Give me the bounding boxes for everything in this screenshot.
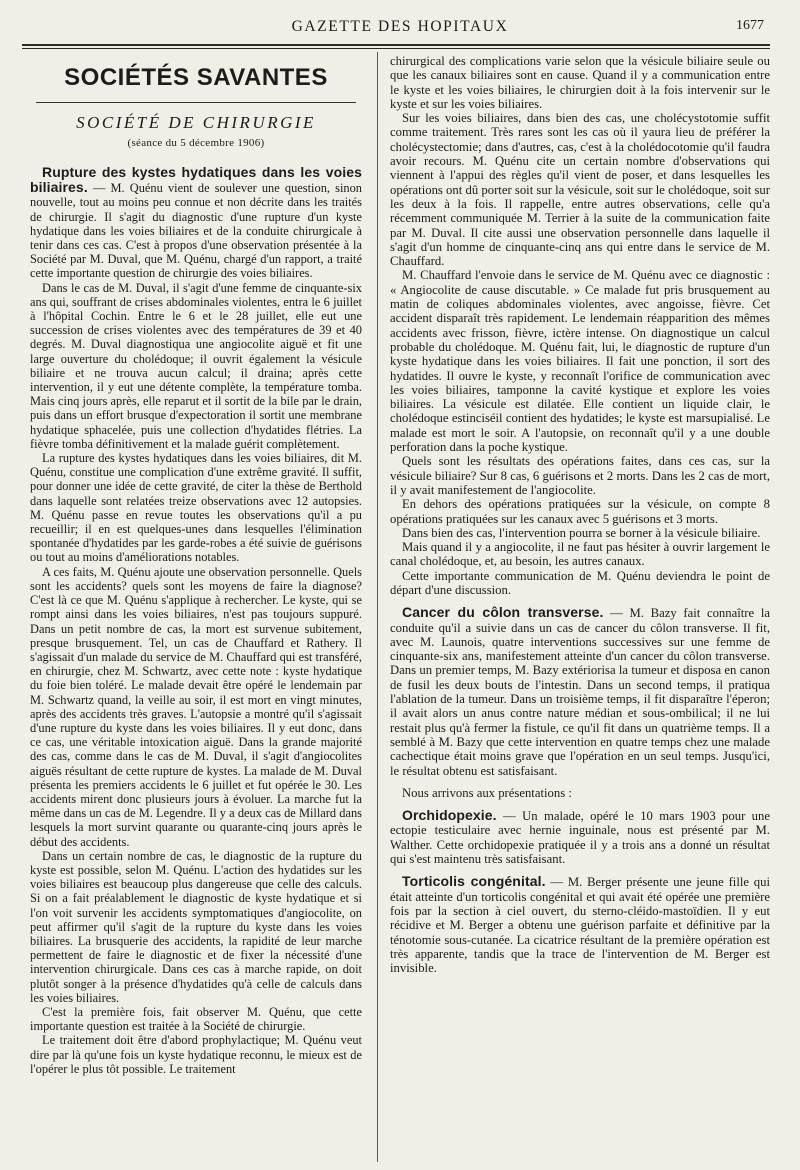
section-rule (36, 102, 356, 103)
paragraph-text: Cette importante communication de M. Quénu deviendra le point de départ d'une discussion. (390, 568, 770, 597)
paragraph (390, 786, 770, 800)
header-rule (22, 44, 770, 46)
paragraph-text: C'est la première fois, fait observer M. Quénu, que cette importante question est traitée à la Société de chirurgie. (30, 1004, 362, 1034)
running-title: GAZETTE DES HOPITAUX (291, 18, 509, 35)
header-rule-thin (22, 48, 770, 49)
paragraph-text: Mais quand il y a angiocolite, il ne faut pas hésiter à ouvrir largement le canal cholédoque, et, au besoin, les autres canaux. (390, 540, 770, 569)
paragraph-gap (390, 778, 770, 786)
paragraph-text: — Un malade, opéré le 10 mars 1903 pour une ectopie testiculaire avec hernie inguinale, nous est présenté par M. Walther. Cette orchidopexie pratiquée il y a trois ans a donné un résultat qui s'est maintenu très satisfaisant. (390, 809, 770, 867)
paragraph (30, 849, 362, 1005)
article-title: Rupture des kystes hydatiques dans les voies biliaires. (30, 164, 362, 196)
paragraph-text: M. Chauffard l'envoie dans le service de M. Quénu avec ce diagnostic : « Angiocolite de cause discutable. » Ce malade fut pris brusquement au matin de coliques abdominales violentes, avec angoisse, fièvre. Cet accident disparaît très rapidement. Le lendemain réapparition des mêmes accidents avec frisson, fièvre, ictère intense. On diagnostique un calcul probable du cholédoque. M. Quénu fait, lui, le diagnostic de rupture d'un kyste hydatique dans les voies biliaires. Il fait une ponction, il sort des hydatides. Il ouvre le kyste, y reconnaît l'orifice de communication avec les voies biliaires, tamponne la cavité kystique et explore les voies biliaires. La vésicule est dilatée. Elle contient un liquide clair, le cholédoque estinciséil contient des hydatides; le kyste est marsupialisé. Le malade est mort le soir. A l'autopsie, on reconnaît qu'il y a une double perforation dans la poche kystique. (390, 268, 770, 455)
page-number: 1677 (736, 18, 764, 33)
article-title: Torticolis congénital. (402, 873, 546, 890)
paragraph (30, 451, 362, 565)
paragraph (390, 874, 770, 975)
right-column-body (390, 54, 770, 975)
paragraph-text: En dehors des opérations pratiquées sur la vésicule, on compte 8 opérations pratiquées sur les canaux avec 5 guérisons et 3 morts. (390, 497, 770, 526)
session-date: (séance du 5 décembre 1906) (127, 137, 265, 149)
paragraph (390, 268, 770, 454)
society-title: SOCIÉTÉ DE CHIRURGIE (76, 113, 316, 132)
paragraph (390, 497, 770, 526)
paragraph-text: Dans bien des cas, l'intervention pourra se borner à la vésicule biliaire. (402, 525, 761, 540)
section-title: SOCIÉTÉS SAVANTES (64, 64, 328, 91)
left-column (30, 60, 362, 1076)
paragraph-text: — M. Bazy fait connaître la conduite qu'il a suivie dans un cas de cancer du côlon transverse. Il fit, avec M. Launois, quatre interventions successives sur une femme de cinquante-six ans, manifestement atteinte d'un cancer du côlon transverse. Dans un premier temps, M. Bazy extériorisa la tumeur et disposa en canon de fusil les deux bouts de l'intestin. Dans un second temps, il pratiqua l'ablation de la tumeur. Dans un troisième temps, il fit disparaître l'éperon; il avait alors un anus contre nature médian et sous-ombilical; il ne lui restait plus qu'à fermer la fistule, ce qu'il fit dans un quatrième temps. Il a semblé à M. Bazy que cette intervention en quatre temps chez une malade cachectique était moins grave que l'opération en un seul temps. Jusqu'ici, le résultat obtenu est satisfaisant. (390, 606, 770, 778)
article-title: Orchidopexie. (402, 807, 497, 824)
paragraph (30, 165, 362, 281)
paragraph-text: — M. Quénu vient de soulever une question, sinon nouvelle, tout au moins peu connue et non décrite dans les traités de chirurgie. Il s'agit du diagnostic d'une rupture d'un kyste hydatique dans les voies biliaires et de la conduite chirurgicale à tenir dans ces cas. C'est à propos d'une observation présentée à la Société par M. Duval, que M. Quénu, chargé d'un rapport, a traité cette importante question de chirurgie des voies biliaires. (30, 181, 362, 281)
paragraph-text: Nous arrivons aux présentations : (402, 785, 572, 800)
paragraph (390, 569, 770, 598)
paragraph-text: La rupture des kystes hydatiques dans les voies biliaires, dit M. Quénu, constitue une complication d'une extrême gravité. Il suffit, pour donner une idée de cette gravité, de citer la thèse de Berthold dans laquelle sont relatées treize observations avec 12 autopsies. M. Quénu passe en revue toutes les observations qu'il a pu recueillir; il en est quelques-unes dans lesquelles l'élimination spontanée d'hydatides par les garde-robes a été suivie de guérisons ou tout au moins d'améliorations notables. (30, 451, 362, 565)
paragraph-text: — M. Berger présente une jeune fille qui était atteinte d'un torticolis congénital et qui avait été opérée une première fois par la section à ciel ouvert, du sterno-cléido-mastoïdien. Il y eut récidive et M. Berger a obtenu une guérison parfaite et définitive par la ténotomie sous-cutanée. La cicatrice résultant de la première opération est très apparente, tandis que la trace de l'intervention de M. Berger est invisible. (390, 875, 770, 976)
paragraph-text: A ces faits, M. Quénu ajoute une observation personnelle. Quels sont les accidents? quels sont les moyens de faire la diagnose? C'est là ce que M. Quénu s'applique à rechercher. Le kyste, qui se rompt ainsi dans les voies biliaires, n'est pas toujours suppuré. Dans un petit nombre de cas, la mort est survenue subitement, presque brusquement. Tel, un cas de Chauffard et Rathery. Il s'agissait d'un malade du service de M. Chauffard qui est transféré, en chirurgie, chez M. Schwartz, avec cette note : kyste hydatique du foie bien toléré. Le malade devait être opéré le lendemain par M. Schwartz quand, la veille au soir, il est mort en vingt minutes, après des accidents très graves. L'autopsie a montré qu'il s'agissait d'une rupture du kyste dans les voies biliaires. Il y eut donc, dans ce cas, une véritable intoxication aiguë. Dans la grande majorité des cas, comme dans le cas de M. Duval, il s'agit d'angiocolites aiguës résultant de cette rupture de kystes. La malade de M. Duval présenta les premiers accidents le 6 juillet et fut opérée le 30. Les accidents mirent donc plusieurs jours à évoluer. La marche fut la même dans un cas de M. Legendre. Il y a deux cas de Millard dans lesquels la mort survint quarante ou quarante-cinq jours après le début des accidents. (30, 564, 362, 849)
paragraph-text: Quels sont les résultats des opérations faites, dans ces cas, sur la vésicule biliaire? Sur 8 cas, 6 guérisons et 2 morts. Dans les 2 cas de mort, il y avait manifestement de l'angiocolite. (390, 454, 770, 497)
running-head (0, 18, 800, 38)
paragraph (30, 281, 362, 451)
right-column (390, 54, 770, 975)
article-title: Cancer du côlon transverse. (402, 604, 604, 621)
paragraph (390, 526, 770, 540)
paragraph (390, 540, 770, 569)
paragraph (390, 111, 770, 268)
paragraph (390, 54, 770, 111)
left-column-body (30, 165, 362, 1076)
paragraph (30, 1005, 362, 1033)
paragraph (390, 605, 770, 778)
column-divider (377, 52, 378, 1162)
paragraph-text: Dans le cas de M. Duval, il s'agit d'une femme de cinquante-six ans qui, souffrant de crises abdominales violentes, entra le 6 juillet à l'hôpital Cochin. Entre le 6 et le 28 juillet, elle eut une succession de crises violentes avec des températures de 39 et 40 degrés. M. Duval diagnostiqua une angiocolite aiguë et fit une large ouverture du cholédoque; il ouvrit également la vésicule biliaire et ne trouva aucun calcul; il draina; après cette intervention, il y eut une détente complète, la température tomba. Mais cinq jours après, elle reparut et il sortit de la bile par le drain, puis dans un effort brusque d'expectoration il sortit une membrane hydatique sphacelée, puis une collection d'hydatides flétries. La fièvre tomba définitivement et la malade guérit complètement. (30, 280, 362, 451)
paragraph (30, 565, 362, 849)
paragraph-text: chirurgical des complications varie selon que la vésicule biliaire seule ou que les canaux biliaires sont en cause. Quand il y a communication entre le kyste et les voies biliaires, le chirurgien doit à la fois intervenir sur le kyste et sur les voies biliaires. (390, 54, 770, 111)
paragraph-text: Dans un certain nombre de cas, le diagnostic de la rupture du kyste est possible, selon M. Quénu. L'action des hydatides sur les voies biliaires est beaucoup plus dangereuse que celle des calculs. Si on a fait préalablement le diagnostic de kyste hydatique et si l'on voit survenir les accidents symptomatiques d'angiocolite, on peut affirmer qu'il s'agit de la rupture du kyste dans les voies biliaires. La brusquerie des accidents, la rapidité de leur marche permettent de faire le diagnostic et de fixer la nécessité d'une intervention chirurgicale. Dans ces cas à marche rapide, on doit plutôt songer à la présence d'hydatides qu'à celle de calculs dans les voies biliaires. (30, 848, 362, 1005)
paragraph (390, 808, 770, 866)
paragraph-text: Le traitement doit être d'abord prophylactique; M. Quénu veut dire par là qu'une fois un kyste hydatique reconnu, le mieux est de l'opérer le plus tôt possible. Le traitement (30, 1033, 362, 1076)
paragraph (390, 454, 770, 497)
paragraph-text: Sur les voies biliaires, dans bien des cas, une cholécystotomie suffit comme traitement. Très rares sont les cas où il yaura lieu de préférer la cholécystectomie; dans d'autres, cas, c'est à la cholédocotomie qu'il faudra avoir recours. M. Quénu cite un certain nombre d'observations qui viennent à l'appui des règles qu'il vient de poser, et dans lesquelles les opérations ont dû porter soit sur la vésicule, soit sur le cholédoque, soit sur les deux à la fois. Il rappelle, entre autres observations, celle qu'a récemment communiquée M. Terrier à la suite de la communication faite par M. Duval. Il cite aussi une observation personnelle dans laquelle il s'agit d'un homme de cinquante-cinq ans qui entre dans le service de M. Chauffard. (390, 111, 770, 269)
paragraph (30, 1033, 362, 1076)
